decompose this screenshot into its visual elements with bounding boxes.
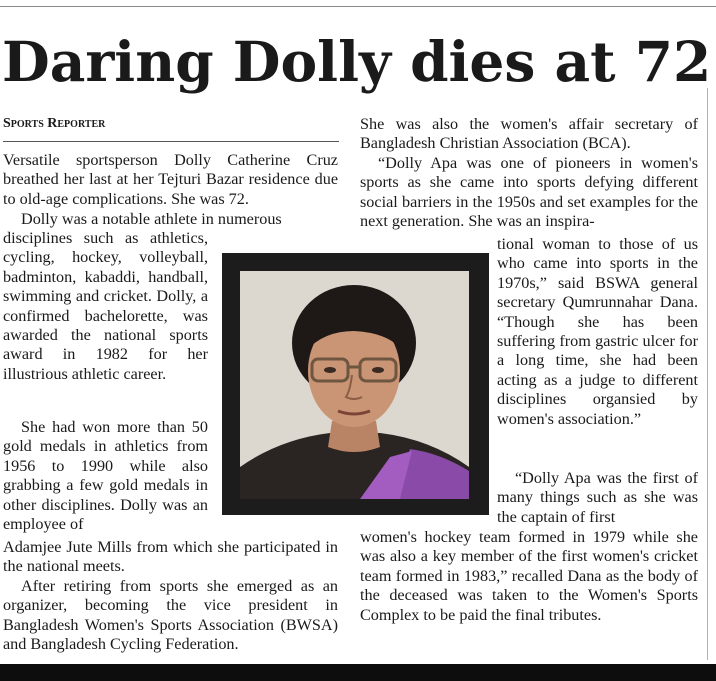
portrait-icon: [240, 271, 469, 499]
right-paragraph-2-wrap: tional woman to those of us who came into sports in the 1970s,” said BSWA general secretary Qumrunnahar Dana. “Though she has been suffering from gastric ulcer for a long time, she had been acting as a judge to different disciplines organsied by women's association.”: [497, 235, 698, 428]
right-paragraph-3: “Dolly Apa was the first of many things such as she was the captain of first: [497, 469, 698, 526]
left-paragraph-2: Dolly was a notable athlete in numerous: [21, 210, 282, 228]
left-paragraph-2-wrap: disciplines such as athletics, cycling, hockey, volleyball, badminton, kabaddi, handball, swimming and cricket. Dolly, a confirmed bachelorette, was awarded the national sports award in 1982 for her illustrious athletic career.: [3, 229, 208, 383]
left-paragraph-1: Versatile sportsperson Dolly Catherine Cruz breathed her last at her Tejturi Bazar residence due to old-age complications. She was 72.: [3, 151, 338, 208]
column-rule: [707, 88, 708, 660]
top-rule: [0, 6, 716, 7]
photo-frame: [222, 253, 489, 515]
right-paragraph-3-wrap: women's hockey team formed in 1979 while she was also a key member of the first women's cricket team formed in 1983,” recalled Dana as the body of the deceased was taken to the Women's Sports Complex to be paid the final tributes.: [360, 528, 698, 624]
left-paragraph-4: After retiring from sports she emerged as an organizer, becoming the vice president in Bangladesh Women's Sports Association (BWSA) and Bangladesh Cycling Federation.: [3, 577, 338, 654]
portrait-photo: [240, 271, 469, 499]
byline-rule: [3, 141, 339, 142]
right-paragraph-1: She was also the women's affair secretary of Bangladesh Christian Association (BCA).: [360, 115, 698, 153]
byline: Sports Reporter: [3, 116, 106, 131]
left-paragraph-3-wrap: Adamjee Jute Mills from which she participated in the national meets.: [3, 538, 338, 576]
right-paragraph-2: “Dolly Apa was one of pioneers in women's sports as she came into sports defying different social barriers in the 1950s and set examples for the next generation. She was an inspira-: [360, 154, 698, 231]
left-paragraph-3: She had won more than 50 gold medals in athletics from 1956 to 1990 while also grabbing a few gold medals in other disciplines. Dolly was an employee of: [3, 418, 208, 534]
bottom-bar: [0, 664, 716, 681]
headline: Daring Dolly dies at 72: [2, 29, 712, 94]
